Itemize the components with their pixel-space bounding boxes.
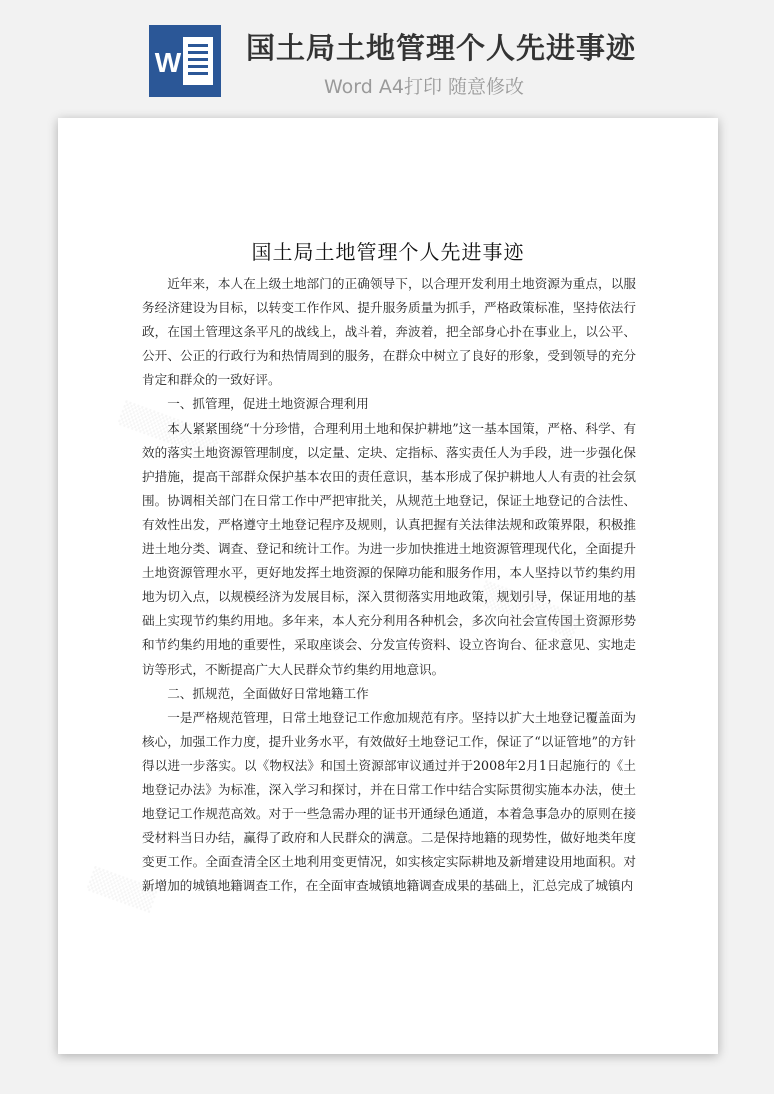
word-document-icon bbox=[149, 25, 221, 97]
section-heading: 一、抓管理，促进土地资源合理利用 bbox=[167, 396, 369, 412]
section-heading: 二、抓规范，全面做好日常地籍工作 bbox=[167, 685, 369, 701]
document-page bbox=[58, 118, 718, 1054]
document-title: 国土局土地管理个人先进事迹 bbox=[251, 240, 525, 264]
header-title: 国土局土地管理个人先进事迹 bbox=[246, 31, 637, 65]
document-body bbox=[142, 272, 636, 898]
paragraph: 近年来，本人在上级土地部门的正确领导下，以合理开发利用土地资源为重点，以服务经济建设为目标，以转变工作作风、提升服务质量为抓手，严格政策标准，坚持依法行政，在国土管理这条平凡的战线上，战斗着，奔波着，把全部身心扑在事业上，以公平、公开、公正的行政行为和热情周到的服务，在群众中树立了良好的形象，受到领导的充分肯定和群众的一致好评。 bbox=[142, 276, 636, 388]
paragraph: 一是严格规范管理，日常土地登记工作愈加规范有序。坚持以扩大土地登记覆盖面为核心，加强工作力度，提升业务水平，有效做好土地登记工作，保证了“以证管地”的方针得以进一步落实。以《物权法》和国土资源部审议通过并于2008年2月1日起施行的《土地登记办法》为标准，深入学习和探讨，并在日常工作中结合实际贯彻实施本办法，使土地登记工作规范高效。对于一些急需办理的证书开通绿色通道，本着急事急办的原则在接受材料当日办结，赢得了政府和人民群众的满意。二是保持地籍的现势性，做好地类年度变更工作。全面查清全区土地利用变更情况，如实核定实际耕地及新增建设用地面积。对新增加的城镇地籍调查工作，在全面审查城镇地籍调查成果的基础上，汇总完成了城镇内 bbox=[142, 709, 636, 894]
header-subtitle: Word A4打印 随意修改 bbox=[324, 76, 525, 98]
word-icon-letter: W bbox=[154, 47, 182, 78]
paragraph: 本人紧紧围绕“十分珍惜，合理利用土地和保护耕地”这一基本国策，严格、科学、有效的落实土地资源管理制度，以定量、定块、定指标、落实责任人为手段，进一步强化保护措施，提高干部群众保护基本农田的责任意识，基本形成了保护耕地人人有责的社会氛围。协调相关部门在日常工作中严把审批关，从规范土地登记，保证土地登记的合法性、有效性出发，严格遵守土地登记程序及规则，认真把握有关法律法规和政策界限，积极推进土地分类、调查、登记和统计工作。为进一步加快推进土地资源管理现代化，全面提升土地资源管理水平，更好地发挥土地资源的保障功能和服务作用，本人坚持以节约集约用地为切入点，以规模经济为发展目标，深入贯彻落实用地政策，规划引导，保证用地的基础上实现节约集约用地。多年来，本人充分利用各种机会，多次向社会宣传国土资源形势和节约集约用地的重要性，采取座谈会、分发宣传资料、设立咨询台、征求意见、实地走访等形式，不断提高广大人民群众节约集约用地意识。 bbox=[142, 420, 636, 677]
header bbox=[0, 0, 774, 110]
